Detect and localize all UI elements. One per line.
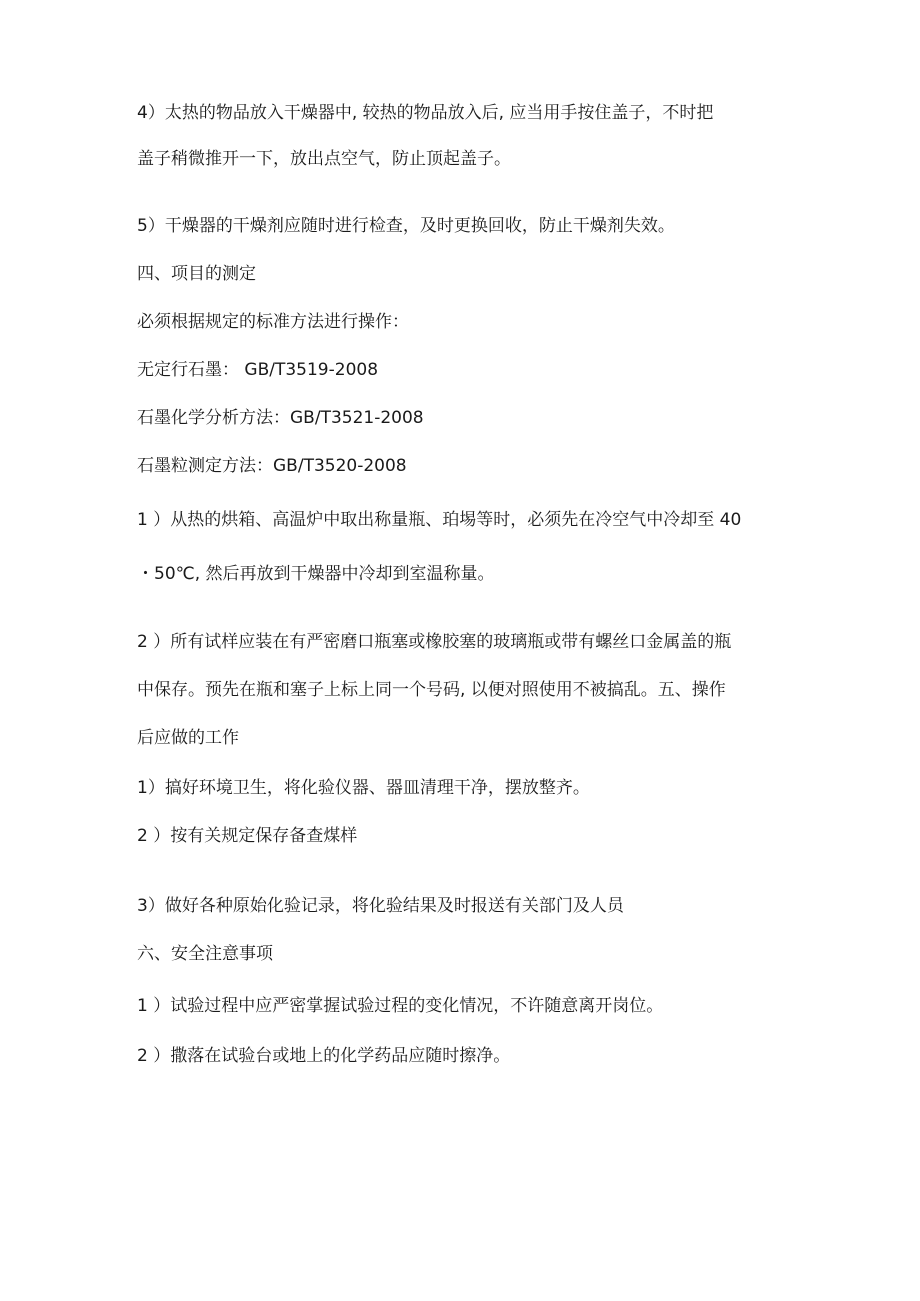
text-line-cooling-temperature: ・50℃, 然后再放到干燥器中冷却到室温称量。: [137, 564, 495, 584]
section-heading-safety: 六、安全注意事项: [137, 944, 273, 964]
text-line-standard-method: 必须根据规定的标准方法进行操作：: [137, 312, 409, 332]
section-heading-item-measurement: 四、项目的测定: [137, 264, 256, 284]
text-line-desiccant-check: 5）干燥器的干燥剂应随时进行检查，及时更换回收，防止干燥剂失效。: [137, 216, 675, 236]
text-line-monitor-process: 1 ）试验过程中应严密掌握试验过程的变化情况，不许随意离开岗位。: [137, 996, 664, 1016]
text-line-standard-graphite-particle: 石墨粒测定方法：GB/T3520-2008: [137, 456, 407, 476]
text-line-post-operation-work: 后应做的工作: [137, 728, 239, 748]
text-line-clean-spills: 2 ）撒落在试验台或地上的化学药品应随时擦净。: [137, 1046, 511, 1066]
text-line-standard-graphite-chemical-analysis: 石墨化学分析方法：GB/T3521-2008: [137, 408, 424, 428]
text-line-environment-cleanup: 1）搞好环境卫生，将化验仪器、器皿清理干净，摆放整齐。: [137, 778, 590, 798]
text-line-records: 3）做好各种原始化验记录，将化验结果及时报送有关部门及人员: [137, 896, 624, 916]
text-line-keep-coal-samples: 2 ）按有关规定保存备查煤样: [137, 826, 358, 846]
text-line-standard-amorphous-graphite: 无定行石墨： GB/T3519-2008: [137, 360, 379, 380]
text-line-oven-cooling: 1 ）从热的烘箱、高温炉中取出称量瓶、珀埸等时，必须先在冷空气中冷却至 40: [137, 510, 742, 530]
text-line-sample-storage: 2 ）所有试样应装在有严密磨口瓶塞或橡胶塞的玻璃瓶或带有螺丝口金属盖的瓶: [137, 632, 732, 652]
text-line-dryer-hot-items: 4）太热的物品放入干燥器中, 较热的物品放入后, 应当用手按住盖子，不时把: [137, 103, 714, 123]
text-line-dryer-lid: 盖子稍微推开一下，放出点空气，防止顶起盖子。: [137, 149, 511, 169]
text-line-sample-numbering: 中保存。预先在瓶和塞子上标上同一个号码, 以便对照使用不被搞乱。五、操作: [137, 680, 726, 700]
